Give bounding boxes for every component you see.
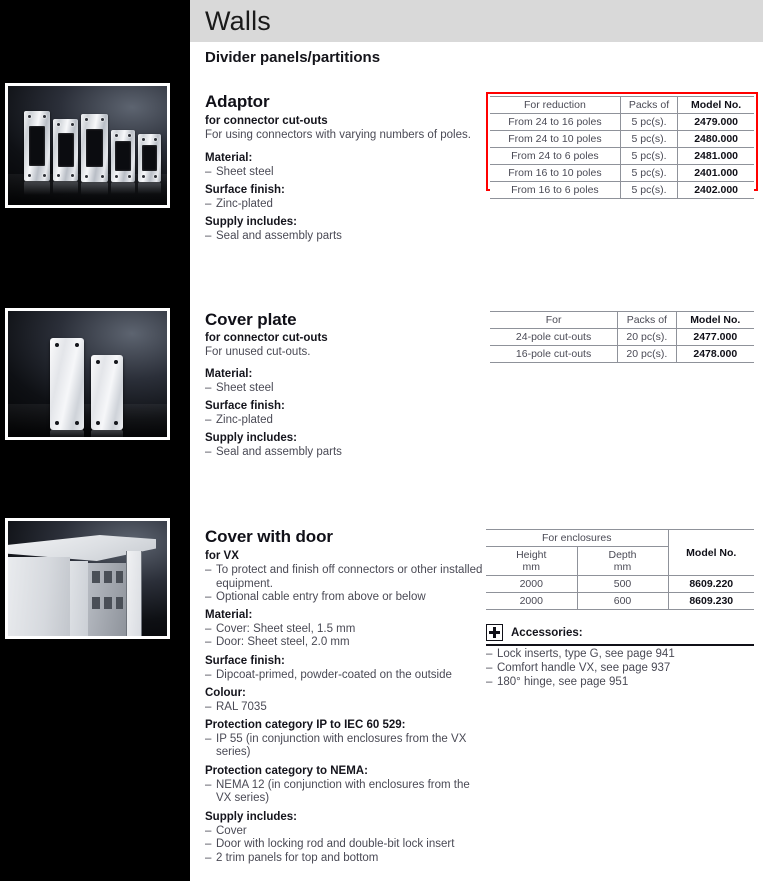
section-subtitle-cover-plate: for connector cut-outs bbox=[205, 332, 328, 344]
plate-screw bbox=[43, 115, 46, 118]
adaptor-plate bbox=[111, 130, 135, 182]
plate-cutout bbox=[58, 133, 74, 168]
content-area bbox=[190, 0, 763, 881]
material-group-adaptor bbox=[205, 152, 495, 179]
section-title-cover-with-door: Cover with door bbox=[205, 527, 333, 546]
table-row bbox=[486, 576, 754, 593]
protection-ip-item: – IP 55 (in conjunction with enclosures from the VX series) bbox=[205, 732, 467, 759]
interior-slot bbox=[92, 571, 100, 583]
cell-depth: 600 bbox=[577, 593, 668, 610]
surface-finish-item: – Dipcoat-primed, powder-coated on the outside bbox=[205, 668, 452, 681]
table-row bbox=[490, 131, 754, 148]
plate-screw bbox=[85, 175, 88, 178]
surface-finish-item: – Zinc-plated bbox=[205, 197, 273, 210]
colour-group-cover-with-door bbox=[205, 687, 495, 714]
accessory-item[interactable]: – Comfort handle VX, see page 937 bbox=[486, 661, 671, 674]
surface-finish-group-cover-plate bbox=[205, 400, 495, 427]
plate-screw bbox=[101, 175, 104, 178]
section-subtitle-cover-with-door: for VX bbox=[205, 550, 239, 562]
cell-packs-of: 5 pc(s). bbox=[620, 148, 677, 165]
cell-model-no: 2479.000 bbox=[678, 114, 754, 131]
accessory-item[interactable]: – Lock inserts, type G, see page 941 bbox=[486, 648, 675, 660]
interior-slot bbox=[92, 597, 100, 609]
plate-screw bbox=[115, 134, 118, 137]
protection-nema-item: – NEMA 12 (in conjunction with enclosures from the VX series) bbox=[205, 778, 470, 805]
interior-slot bbox=[104, 597, 112, 609]
cell-model-no: 2480.000 bbox=[678, 131, 754, 148]
col-header-packs-of: Packs of bbox=[618, 312, 676, 329]
cell-for: 16-pole cut-outs bbox=[490, 346, 618, 363]
plate-screw bbox=[55, 421, 59, 425]
col-header-for-enclosures: For enclosures bbox=[486, 530, 668, 547]
protection-nema-group bbox=[205, 765, 485, 806]
cell-height: 2000 bbox=[486, 593, 577, 610]
material-item: – Door: Sheet steel, 2.0 mm bbox=[205, 636, 350, 649]
table-row bbox=[490, 346, 754, 363]
col-header-height bbox=[486, 547, 577, 576]
plate-screw bbox=[55, 343, 59, 347]
adaptor-plates-photo bbox=[5, 83, 170, 208]
cell-for: 24-pole cut-outs bbox=[490, 329, 618, 346]
supply-includes-group-cover-with-door bbox=[205, 811, 505, 865]
cell-for-reduction: From 24 to 16 poles bbox=[490, 114, 620, 131]
supply-includes-item: – Door with locking rod and double-bit lock insert bbox=[205, 838, 455, 851]
table-row bbox=[490, 148, 754, 165]
plate-screw bbox=[96, 421, 100, 425]
interior-slot bbox=[116, 597, 123, 609]
section-intro-cover-plate: For unused cut-outs. bbox=[205, 346, 311, 358]
plate-screw bbox=[128, 175, 131, 178]
section-title-cover-plate: Cover plate bbox=[205, 310, 297, 329]
cover-plates-photo bbox=[5, 308, 170, 440]
cell-for-reduction: From 16 to 10 poles bbox=[490, 165, 620, 182]
cover-plate-small bbox=[91, 355, 123, 430]
protection-nema-heading: Protection category to NEMA: bbox=[205, 765, 368, 777]
cell-model-no: 2401.000 bbox=[678, 165, 754, 182]
plate-reflection bbox=[81, 182, 108, 195]
col-header-for-reduction: For reduction bbox=[490, 97, 620, 114]
page-subtitle: Divider panels/partitions bbox=[205, 49, 381, 66]
cell-model-no: 8609.230 bbox=[668, 593, 754, 610]
plate-screw bbox=[115, 175, 118, 178]
plate-cutout bbox=[142, 145, 157, 172]
supply-includes-group-adaptor bbox=[205, 216, 495, 243]
enclosure-interior bbox=[88, 563, 126, 639]
cell-for-reduction: From 24 to 6 poles bbox=[490, 148, 620, 165]
plate-screw bbox=[28, 174, 31, 177]
accessories-box bbox=[486, 624, 754, 689]
section-subtitle-adaptor: for connector cut-outs bbox=[205, 115, 328, 127]
cover-plate-large bbox=[50, 338, 84, 430]
plate-screw bbox=[142, 138, 145, 141]
cell-packs-of: 20 pc(s). bbox=[618, 329, 676, 346]
plate-screw bbox=[154, 175, 157, 178]
accessories-title: Accessories: bbox=[511, 626, 583, 639]
cell-model-no: 8609.220 bbox=[668, 576, 754, 593]
cell-model-no: 2478.000 bbox=[676, 346, 754, 363]
material-item: – Cover: Sheet steel, 1.5 mm bbox=[205, 622, 356, 635]
colour-item: – RAL 7035 bbox=[205, 700, 267, 713]
lead-item: – Optional cable entry from above or below bbox=[205, 591, 426, 604]
col-header-model-no: Model No. bbox=[678, 97, 754, 114]
material-heading: Material: bbox=[205, 609, 253, 621]
plate-reflection bbox=[111, 182, 135, 194]
cell-packs-of: 5 pc(s). bbox=[620, 131, 677, 148]
material-item: – Sheet steel bbox=[205, 165, 274, 178]
cell-for-reduction: From 16 to 6 poles bbox=[490, 182, 620, 199]
surface-finish-heading: Surface finish: bbox=[205, 655, 285, 667]
plate-screw bbox=[43, 174, 46, 177]
table-row bbox=[486, 593, 754, 610]
cell-packs-of: 20 pc(s). bbox=[618, 346, 676, 363]
cell-packs-of: 5 pc(s). bbox=[620, 182, 677, 199]
plate-screw bbox=[114, 421, 118, 425]
adaptor-model-table bbox=[490, 96, 754, 199]
material-group-cover-plate bbox=[205, 368, 495, 395]
lead-item: – To protect and finish off connectors or other installed equipment. bbox=[205, 564, 483, 590]
plate-screw bbox=[128, 134, 131, 137]
accessories-header bbox=[486, 624, 754, 643]
adaptor-plate bbox=[81, 114, 108, 182]
plate-reflection bbox=[138, 182, 161, 194]
col-header-model-no: Model No. bbox=[668, 530, 754, 576]
plate-reflection bbox=[53, 181, 78, 194]
cell-model-no: 2477.000 bbox=[676, 329, 754, 346]
plate-reflection bbox=[24, 181, 50, 195]
adaptor-plate bbox=[53, 119, 78, 181]
protection-ip-heading: Protection category IP to IEC 60 529: bbox=[205, 719, 406, 731]
section-intro-adaptor: For using connectors with varying numbers of poles. bbox=[205, 129, 471, 141]
plate-screw bbox=[85, 118, 88, 121]
cell-height: 2000 bbox=[486, 576, 577, 593]
plate-screw bbox=[114, 360, 118, 364]
plate-screw bbox=[71, 174, 74, 177]
col-header-height-unit: mm bbox=[522, 561, 540, 573]
table-row bbox=[490, 329, 754, 346]
col-header-depth-unit: mm bbox=[613, 561, 632, 573]
supply-includes-heading: Supply includes: bbox=[205, 432, 298, 444]
plate-screw bbox=[75, 421, 79, 425]
cell-model-no: 2402.000 bbox=[678, 182, 754, 199]
col-header-depth-name: Depth bbox=[608, 549, 637, 561]
plate-reflection bbox=[50, 430, 84, 440]
plate-screw bbox=[75, 343, 79, 347]
enclosure-corner-face bbox=[70, 561, 88, 639]
supply-includes-item: – Seal and assembly parts bbox=[205, 229, 342, 242]
lead-items-cover-with-door bbox=[205, 564, 485, 605]
surface-finish-heading: Surface finish: bbox=[205, 184, 285, 196]
material-heading: Material: bbox=[205, 368, 253, 380]
col-header-height-name: Height bbox=[516, 549, 547, 561]
material-item: – Sheet steel bbox=[205, 381, 274, 394]
plate-screw bbox=[57, 123, 60, 126]
adaptor-plate bbox=[24, 111, 50, 181]
enclosure-open-door bbox=[126, 551, 142, 639]
interior-slot bbox=[104, 571, 112, 583]
enclosure-with-door-photo bbox=[5, 518, 170, 639]
table-row bbox=[490, 114, 754, 131]
accessory-item[interactable]: – 180° hinge, see page 951 bbox=[486, 675, 629, 688]
cover-with-door-model-table bbox=[486, 529, 754, 610]
supply-includes-group-cover-plate bbox=[205, 432, 495, 459]
col-header-for: For bbox=[490, 312, 618, 329]
plate-screw bbox=[71, 123, 74, 126]
table-header-row-group bbox=[486, 530, 754, 547]
section-title-adaptor: Adaptor bbox=[205, 92, 270, 111]
page-title: Walls bbox=[205, 6, 271, 36]
supply-includes-item: – 2 trim panels for top and bottom bbox=[205, 851, 379, 864]
plate-reflection bbox=[91, 430, 123, 440]
colour-heading: Colour: bbox=[205, 687, 246, 699]
cell-for-reduction: From 24 to 10 poles bbox=[490, 131, 620, 148]
cell-packs-of: 5 pc(s). bbox=[620, 114, 677, 131]
col-header-depth bbox=[577, 547, 668, 576]
table-header-row bbox=[490, 97, 754, 114]
plate-screw bbox=[154, 138, 157, 141]
accessories-list bbox=[486, 646, 754, 689]
supply-includes-item: – Cover bbox=[205, 824, 247, 837]
plate-screw bbox=[57, 174, 60, 177]
material-heading: Material: bbox=[205, 152, 253, 164]
surface-finish-heading: Surface finish: bbox=[205, 400, 285, 412]
interior-slot bbox=[116, 571, 123, 583]
supply-includes-heading: Supply includes: bbox=[205, 811, 298, 823]
cell-packs-of: 5 pc(s). bbox=[620, 165, 677, 182]
plate-screw bbox=[142, 175, 145, 178]
plus-icon bbox=[486, 624, 503, 641]
table-header-row bbox=[490, 312, 754, 329]
plate-cutout bbox=[86, 129, 103, 167]
surface-finish-group-cover-with-door bbox=[205, 655, 505, 682]
supply-includes-heading: Supply includes: bbox=[205, 216, 298, 228]
cell-depth: 500 bbox=[577, 576, 668, 593]
col-header-model-no: Model No. bbox=[676, 312, 754, 329]
col-header-packs-of: Packs of bbox=[620, 97, 677, 114]
enclosure-left-face bbox=[8, 557, 70, 639]
supply-includes-item: – Seal and assembly parts bbox=[205, 445, 342, 458]
plate-screw bbox=[96, 360, 100, 364]
adaptor-plate bbox=[138, 134, 161, 182]
plate-screw bbox=[28, 115, 31, 118]
plate-screw bbox=[101, 118, 104, 121]
table-row bbox=[490, 182, 754, 199]
cell-model-no: 2481.000 bbox=[678, 148, 754, 165]
photo-floor-gradient bbox=[8, 404, 167, 437]
cover-plate-model-table bbox=[490, 311, 754, 363]
material-group-cover-with-door bbox=[205, 609, 495, 650]
plate-cutout bbox=[115, 141, 130, 170]
surface-finish-item: – Zinc-plated bbox=[205, 413, 273, 426]
surface-finish-group-adaptor bbox=[205, 184, 495, 211]
plate-cutout bbox=[29, 126, 46, 165]
protection-ip-group bbox=[205, 719, 475, 760]
table-row bbox=[490, 165, 754, 182]
